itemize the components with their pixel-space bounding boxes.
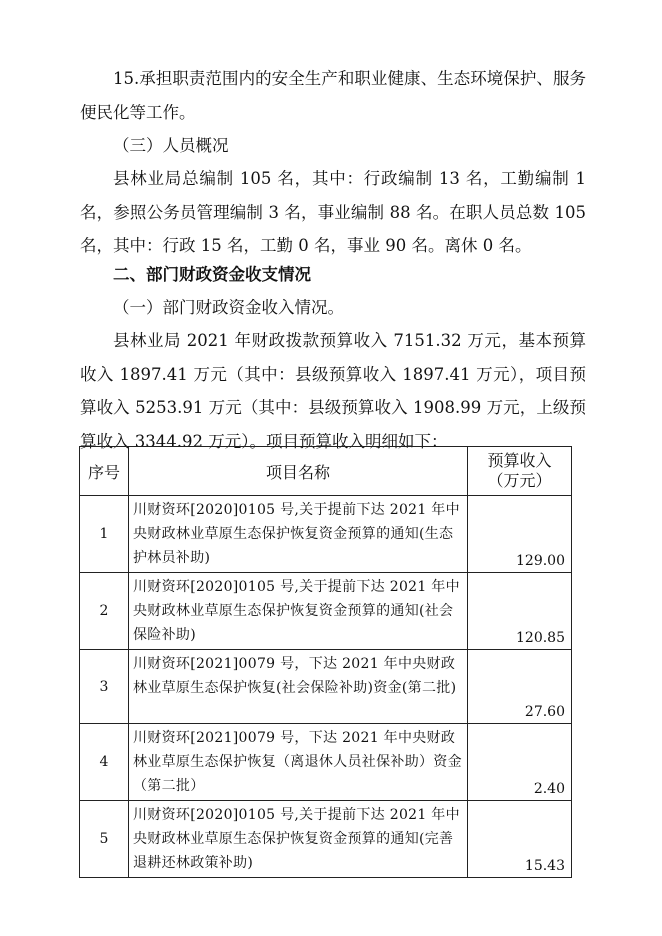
row-serial: 4 — [80, 724, 129, 801]
row-serial: 2 — [80, 573, 129, 650]
header-amount-line2: （万元） — [487, 471, 552, 490]
subsection-heading-income: （一）部门财政资金收入情况。 — [113, 298, 344, 317]
row-amount: 2.40 — [468, 724, 572, 801]
row-amount: 129.00 — [468, 496, 572, 573]
table-row — [80, 650, 572, 724]
header-serial-number: 序号 — [80, 447, 129, 496]
budget-income-table — [79, 446, 572, 878]
header-budget-amount — [468, 447, 572, 496]
header-amount-line1: 预算收入 — [487, 451, 552, 470]
table-row — [80, 496, 572, 573]
section-heading-finance: 二、部门财政资金收支情况 — [113, 265, 311, 284]
row-serial: 1 — [80, 496, 129, 573]
row-project-name: 川财资环[2020]0105 号,关于提前下达 2021 年中央财政林业草原生态保护恢复资金预算的通知(社会保险补助) — [129, 573, 468, 650]
row-serial: 5 — [80, 801, 129, 878]
row-amount: 120.85 — [468, 573, 572, 650]
row-project-name: 川财资环[2021]0079 号，下达 2021 年中央财政林业草原生态保护恢复（离退休人员社保补助）资金（第二批） — [129, 724, 468, 801]
row-amount: 27.60 — [468, 650, 572, 724]
row-project-name: 川财资环[2021]0079 号，下达 2021 年中央财政林业草原生态保护恢复(社会保险补助)资金(第二批) — [129, 650, 468, 724]
table-row — [80, 724, 572, 801]
row-project-name: 川财资环[2020]0105 号,关于提前下达 2021 年中央财政林业草原生态保护恢复资金预算的通知(完善退耕还林政策补助) — [129, 801, 468, 878]
row-project-name: 川财资环[2020]0105 号,关于提前下达 2021 年中央财政林业草原生态保护恢复资金预算的通知(生态护林员补助) — [129, 496, 468, 573]
paragraph-income-summary: 县林业局 2021 年财政拨款预算收入 7151.32 万元，基本预算收入 1897.41 万元（其中：县级预算收入 1897.41 万元），项目预算收入 5253.91 万元（其中：县级预算收入 1908.99 万元，上级预算收入 3344.92 万元）。项目预算收入明细如下： — [80, 331, 586, 451]
paragraph-staff-overview: 县林业局总编制 105 名，其中：行政编制 13 名，工勤编制 1 名，参照公务员管理编制 3 名，事业编制 88 名。在职人员总数 105 名，其中：行政 15 名，工勤 0 名，事业 90 名。离休 0 名。 — [80, 169, 586, 255]
table-row — [80, 801, 572, 878]
table-header-row — [80, 447, 572, 496]
header-project-name: 项目名称 — [129, 447, 468, 496]
section-heading-staff: （三）人员概况 — [113, 136, 229, 155]
table-row — [80, 573, 572, 650]
row-amount: 15.43 — [468, 801, 572, 878]
paragraph-duty-15: 15.承担职责范围内的安全生产和职业健康、生态环境保护、服务便民化等工作。 — [80, 69, 586, 122]
row-serial: 3 — [80, 650, 129, 724]
